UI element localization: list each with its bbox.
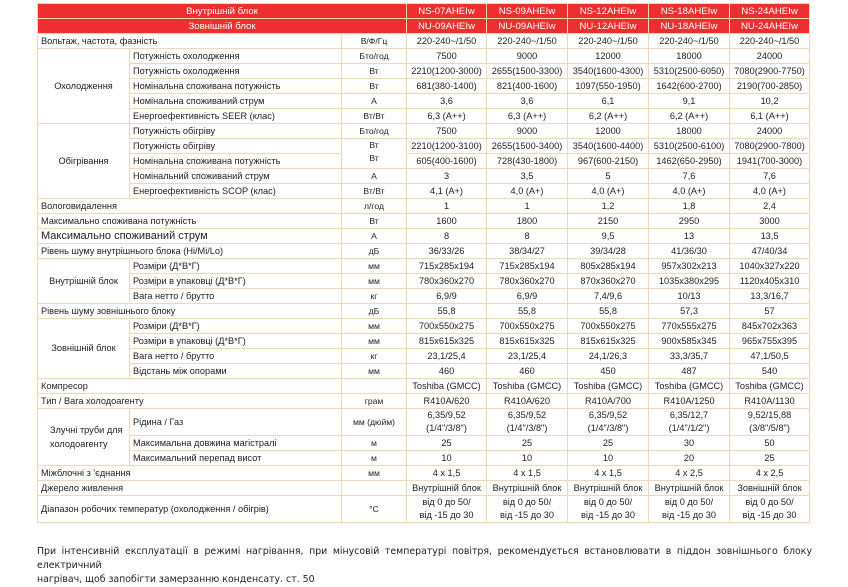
- value-cell: 450: [568, 364, 649, 379]
- unit-cell: Вт/Вт: [342, 184, 407, 199]
- unit-cell: Бто/год: [342, 49, 407, 64]
- spec-row-cool_btu: [38, 49, 810, 64]
- group-label: Внутрішній блок: [38, 259, 130, 304]
- value-cell: 2655(1500-3300): [487, 64, 568, 79]
- value-cell: 2950: [649, 214, 730, 229]
- value-cell: 57,3: [649, 304, 730, 319]
- value-cell: 23,1/25,4: [407, 349, 487, 364]
- model-name: NS-09AHEIw: [487, 4, 568, 19]
- value-cell: 13,5: [730, 229, 810, 244]
- value-cell: 870x360x270: [568, 274, 649, 289]
- spec-row-cool_current: [38, 94, 810, 109]
- value-cell: 4,0 (A+): [487, 184, 568, 199]
- unit-cell: мм: [342, 466, 407, 481]
- unit-line-1: Вт: [369, 140, 379, 150]
- value-line-2: від -15 до 30: [500, 510, 554, 520]
- value-cell: [487, 409, 568, 436]
- row-label: Номінальний споживаний струм: [130, 169, 342, 184]
- spec-row-heat_power: [38, 154, 810, 169]
- value-cell: 540: [730, 364, 810, 379]
- row-label: Міжблочні з 'єднання: [38, 466, 342, 481]
- row-label: Джерело живлення: [38, 481, 342, 496]
- value-cell: 8: [407, 229, 487, 244]
- value-line-1: від 0 до 50/: [583, 497, 633, 507]
- value-cell: 5310(2500-6100): [649, 139, 730, 154]
- unit-cell: грам: [342, 394, 407, 409]
- value-cell: 900x585x345: [649, 334, 730, 349]
- unit-cell: л/год: [342, 199, 407, 214]
- unit-cell: Вт/Вт: [342, 109, 407, 124]
- row-label: Розміри в упаковці (Д*В*Г): [130, 274, 342, 289]
- value-cell: Toshiba (GMCC): [568, 379, 649, 394]
- unit-cell: дБ: [342, 304, 407, 319]
- row-label: Тип / Вага холодоагенту: [38, 394, 342, 409]
- value-line-2: від -15 до 30: [419, 510, 474, 520]
- value-cell: 460: [487, 364, 568, 379]
- row-label: Потужність обігріву: [130, 124, 342, 139]
- value-cell: 3: [407, 169, 487, 184]
- spec-row-seer: [38, 109, 810, 124]
- value-cell: 7,4/9,6: [568, 289, 649, 304]
- value-cell: 57: [730, 304, 810, 319]
- value-cell: 220-240~/1/50: [487, 34, 568, 49]
- value-cell: 55,8: [568, 304, 649, 319]
- value-cell: 1941(700-3000): [730, 154, 810, 169]
- row-label: Максимальна довжина магістралі: [130, 436, 342, 451]
- value-cell: 7080(2900-7750): [730, 64, 810, 79]
- row-label: Рівень шуму зовнішнього блоку: [38, 304, 342, 319]
- value-cell: 7,6: [649, 169, 730, 184]
- value-cell: 9000: [487, 49, 568, 64]
- value-cell: 1800: [487, 214, 568, 229]
- model-name: NU-12AHEIw: [568, 19, 649, 34]
- value-cell: 18000: [649, 49, 730, 64]
- unit-cell: мм: [342, 364, 407, 379]
- value-cell: 1: [487, 199, 568, 214]
- row-label: Вага нетто / брутто: [130, 349, 342, 364]
- value-cell: 25: [730, 451, 810, 466]
- unit-cell: мм: [342, 274, 407, 289]
- value-cell: 1462(650-2950): [649, 154, 730, 169]
- value-cell: 9,5: [568, 229, 649, 244]
- row-label: Потужність обігріву: [130, 139, 342, 154]
- row-label: Енергоефективність SEER (клас): [130, 109, 342, 124]
- spec-row-temp_range: [38, 496, 810, 523]
- value-cell: 3540(1600-4300): [568, 64, 649, 79]
- value-cell: [730, 409, 810, 436]
- value-cell: 5: [568, 169, 649, 184]
- value-line-2: (1/4"/3/8"): [587, 423, 629, 433]
- value-cell: 3,6: [487, 94, 568, 109]
- row-label: Номінальна споживана потужність: [130, 79, 342, 94]
- value-cell: Toshiba (GMCC): [487, 379, 568, 394]
- unit-cell: мм: [342, 319, 407, 334]
- value-cell: R410A/700: [568, 394, 649, 409]
- value-cell: 715x285x194: [407, 259, 487, 274]
- value-cell: R410A/1250: [649, 394, 730, 409]
- indoor-models-row: [38, 4, 810, 19]
- value-cell: 605(400-1600): [407, 154, 487, 169]
- value-cell: 25: [487, 436, 568, 451]
- spec-row-noise_in: [38, 244, 810, 259]
- value-cell: 47,1/50,5: [730, 349, 810, 364]
- row-label: Діапазон робочих температур (охолодження / обігрів): [38, 496, 342, 523]
- value-cell: Внутрішній блок: [649, 481, 730, 496]
- unit-cell: А: [342, 94, 407, 109]
- unit-cell: кг: [342, 289, 407, 304]
- value-cell: 715x285x194: [487, 259, 568, 274]
- header-label: Зовнішній блок: [38, 19, 407, 34]
- spec-row-cool_power: [38, 79, 810, 94]
- value-cell: 700x550x275: [568, 319, 649, 334]
- model-name: NS-24AHEIw: [730, 4, 810, 19]
- value-cell: 8: [487, 229, 568, 244]
- value-cell: [568, 409, 649, 436]
- value-cell: 6,3 (A++): [487, 109, 568, 124]
- spec-row-out_pack: [38, 334, 810, 349]
- value-cell: 7,6: [730, 169, 810, 184]
- value-cell: [649, 409, 730, 436]
- spec-row-heat_w: [38, 139, 810, 154]
- row-label: Рідина / Газ: [130, 409, 342, 436]
- value-line-2: (3/8"/5/8"): [749, 423, 790, 433]
- spec-row-in_weight: [38, 289, 810, 304]
- spec-row-out_weight: [38, 349, 810, 364]
- row-label: Потужність охолодження: [130, 64, 342, 79]
- spec-row-in_dim: [38, 259, 810, 274]
- value-cell: 6,2 (A++): [649, 109, 730, 124]
- value-cell: 18000: [649, 124, 730, 139]
- value-cell: 780x360x270: [487, 274, 568, 289]
- value-cell: 220-240~/1/50: [730, 34, 810, 49]
- row-label: Вольтаж, частота, фазність: [38, 34, 342, 49]
- unit-cell: °C: [342, 496, 407, 523]
- value-cell: 13,3/16,7: [730, 289, 810, 304]
- model-name: NS-18AHEIw: [649, 4, 730, 19]
- row-label: Відстань між опорами: [130, 364, 342, 379]
- unit-cell: Вт: [342, 64, 407, 79]
- spec-row-dehum: [38, 199, 810, 214]
- value-line-1: 6,35/9,52: [588, 410, 628, 420]
- value-line-1: від 0 до 50/: [422, 497, 471, 507]
- footnote: [37, 545, 812, 587]
- value-cell: 965x755x395: [730, 334, 810, 349]
- value-cell: [407, 496, 487, 523]
- model-name: NU-09AHEIw: [487, 19, 568, 34]
- value-cell: 50: [730, 436, 810, 451]
- group-label: Обігрівання: [38, 124, 130, 199]
- unit-cell: [342, 139, 407, 169]
- value-cell: 4,1 (A+): [407, 184, 487, 199]
- value-cell: R410A/1130: [730, 394, 810, 409]
- unit-cell: Бто/год: [342, 124, 407, 139]
- value-cell: 47/40/34: [730, 244, 810, 259]
- spec-row-heat_current: [38, 169, 810, 184]
- row-label: Потужність охолодження: [130, 49, 342, 64]
- value-cell: Toshiba (GMCC): [649, 379, 730, 394]
- value-cell: 1040x327x220: [730, 259, 810, 274]
- value-cell: [649, 496, 730, 523]
- value-cell: [730, 496, 810, 523]
- value-cell: 681(380-1400): [407, 79, 487, 94]
- value-cell: 220-240~/1/50: [568, 34, 649, 49]
- spec-row-in_pack: [38, 274, 810, 289]
- value-cell: 815x615x325: [568, 334, 649, 349]
- spec-row-power_source: [38, 481, 810, 496]
- value-cell: 41/36/30: [649, 244, 730, 259]
- unit-cell: мм: [342, 334, 407, 349]
- value-cell: Внутрішній блок: [407, 481, 487, 496]
- value-line-2: (1/4"/3/8"): [506, 423, 548, 433]
- value-cell: 2210(1200-3000): [407, 64, 487, 79]
- spec-row-compressor: [38, 379, 810, 394]
- row-label: Розміри в упаковці (Д*В*Г): [130, 334, 342, 349]
- value-cell: 2150: [568, 214, 649, 229]
- spec-row-voltage: [38, 34, 810, 49]
- value-cell: 36/33/26: [407, 244, 487, 259]
- spec-row-out_dim: [38, 319, 810, 334]
- value-cell: 30: [649, 436, 730, 451]
- value-cell: 700x550x275: [487, 319, 568, 334]
- value-cell: 12000: [568, 49, 649, 64]
- spec-row-heat_btu: [38, 124, 810, 139]
- value-cell: 728(430-1800): [487, 154, 568, 169]
- value-cell: 2,4: [730, 199, 810, 214]
- value-cell: 487: [649, 364, 730, 379]
- unit-cell: мм: [342, 259, 407, 274]
- value-cell: 6,9/9: [487, 289, 568, 304]
- value-cell: 4 x 2,5: [730, 466, 810, 481]
- value-cell: Внутрішній блок: [487, 481, 568, 496]
- value-cell: 10: [568, 451, 649, 466]
- row-label: Номінальна споживаний струм: [130, 94, 342, 109]
- value-cell: 957x302x213: [649, 259, 730, 274]
- value-cell: 39/34/28: [568, 244, 649, 259]
- value-cell: 9,1: [649, 94, 730, 109]
- header-label: Внутрішній блок: [38, 4, 407, 19]
- value-cell: 2210(1200-3100): [407, 139, 487, 154]
- value-cell: 4,0 (A+): [568, 184, 649, 199]
- value-line-1: від 0 до 50/: [664, 497, 714, 507]
- value-line-2: (1/4"/3/8"): [426, 423, 467, 433]
- unit-cell: В/Ф/Гц: [342, 34, 407, 49]
- value-cell: 3,5: [487, 169, 568, 184]
- value-cell: 4 x 2,5: [649, 466, 730, 481]
- value-cell: 6,2 (A++): [568, 109, 649, 124]
- row-label: Розміри (Д*В*Г): [130, 259, 342, 274]
- group-label: Зовнішній блок: [38, 319, 130, 379]
- unit-cell: [342, 379, 407, 394]
- value-cell: R410A/620: [407, 394, 487, 409]
- value-cell: 1642(600-2700): [649, 79, 730, 94]
- value-cell: 12000: [568, 124, 649, 139]
- value-cell: 6,9/9: [407, 289, 487, 304]
- model-name: NS-12AHEIw: [568, 4, 649, 19]
- row-label: Максимально споживаний струм: [38, 229, 342, 244]
- row-label: Максимальний перепад висот: [130, 451, 342, 466]
- unit-cell: мм (дюйм): [342, 409, 407, 436]
- value-line-1: 6,35/9,52: [507, 410, 547, 420]
- value-cell: Зовнішній блок: [730, 481, 810, 496]
- spec-row-noise_out: [38, 304, 810, 319]
- value-cell: 780x360x270: [407, 274, 487, 289]
- value-cell: 967(600-2150): [568, 154, 649, 169]
- value-cell: 6,1 (A++): [730, 109, 810, 124]
- value-cell: 3540(1600-4400): [568, 139, 649, 154]
- value-cell: 10: [487, 451, 568, 466]
- unit-cell: Вт: [342, 214, 407, 229]
- value-cell: [487, 496, 568, 523]
- value-cell: 5310(2500-6050): [649, 64, 730, 79]
- value-cell: 6,3 (A++): [407, 109, 487, 124]
- value-cell: 9000: [487, 124, 568, 139]
- unit-cell: [342, 481, 407, 496]
- spec-row-pipe_len: [38, 436, 810, 451]
- value-cell: 4 x 1,5: [487, 466, 568, 481]
- value-cell: 24,1/26,3: [568, 349, 649, 364]
- spec-row-interconnect: [38, 466, 810, 481]
- group-label: Охолодження: [38, 49, 130, 124]
- value-cell: 7500: [407, 49, 487, 64]
- value-cell: 33,3/35,7: [649, 349, 730, 364]
- value-cell: 4 x 1,5: [407, 466, 487, 481]
- value-cell: 10,2: [730, 94, 810, 109]
- value-cell: 38/34/27: [487, 244, 568, 259]
- value-cell: 7080(2900-7800): [730, 139, 810, 154]
- value-cell: 1600: [407, 214, 487, 229]
- model-name: NU-18AHEIw: [649, 19, 730, 34]
- value-cell: 24000: [730, 49, 810, 64]
- spec-table: [37, 3, 810, 523]
- unit-cell: м: [342, 436, 407, 451]
- spec-row-pipe_height: [38, 451, 810, 466]
- value-cell: 3,6: [407, 94, 487, 109]
- row-label: Максимально споживана потужність: [38, 214, 342, 229]
- value-cell: [407, 409, 487, 436]
- unit-line-2: Вт: [369, 153, 379, 163]
- value-cell: 460: [407, 364, 487, 379]
- row-label: Енергоефективність SCOP (клас): [130, 184, 342, 199]
- value-cell: 20: [649, 451, 730, 466]
- model-name: NU-24AHEIw: [730, 19, 810, 34]
- spec-row-cool_w: [38, 64, 810, 79]
- value-cell: 770x555x275: [649, 319, 730, 334]
- value-cell: 815x615x325: [487, 334, 568, 349]
- value-cell: 2190(700-2850): [730, 79, 810, 94]
- spec-row-refrigerant: [38, 394, 810, 409]
- value-cell: 1097(550-1950): [568, 79, 649, 94]
- value-line-1: 9,52/15,88: [747, 410, 792, 420]
- value-cell: 815x615x325: [407, 334, 487, 349]
- footnote-line-2: нагрівач, щоб запобігти замерзанню конденсату. ст. 50: [37, 574, 315, 585]
- value-cell: 3000: [730, 214, 810, 229]
- value-cell: Toshiba (GMCC): [730, 379, 810, 394]
- value-cell: [568, 496, 649, 523]
- row-label: Розміри (Д*В*Г): [130, 319, 342, 334]
- value-line-2: від -15 до 30: [581, 510, 635, 520]
- value-cell: 1120x405x310: [730, 274, 810, 289]
- spec-row-out_feet: [38, 364, 810, 379]
- unit-cell: А: [342, 169, 407, 184]
- model-name: NS-07AHEIw: [407, 4, 487, 19]
- value-cell: 25: [407, 436, 487, 451]
- unit-cell: дБ: [342, 244, 407, 259]
- unit-cell: кг: [342, 349, 407, 364]
- value-cell: 845x702x363: [730, 319, 810, 334]
- group-label: Злучні труби для холодоагенту: [38, 409, 130, 466]
- value-cell: 220-240~/1/50: [649, 34, 730, 49]
- row-label: Номінальна споживана потужність: [130, 154, 342, 169]
- value-cell: 23,1/25,4: [487, 349, 568, 364]
- value-cell: 4,0 (A+): [730, 184, 810, 199]
- value-cell: Toshiba (GMCC): [407, 379, 487, 394]
- value-line-2: від -15 до 30: [662, 510, 716, 520]
- model-name: NU-09AHEIw: [407, 19, 487, 34]
- unit-cell: Вт: [342, 79, 407, 94]
- value-cell: Внутрішній блок: [568, 481, 649, 496]
- value-line-1: 6,35/9,52: [427, 410, 466, 420]
- value-line-1: 6,35/12,7: [669, 410, 709, 420]
- outdoor-models-row: [38, 19, 810, 34]
- row-label: Компресор: [38, 379, 342, 394]
- unit-cell: А: [342, 229, 407, 244]
- value-line-1: від 0 до 50/: [502, 497, 552, 507]
- spec-row-max_power: [38, 214, 810, 229]
- value-cell: 821(400-1600): [487, 79, 568, 94]
- footnote-line-1: При інтенсивній експлуатації в режимі нагрівання, при мінусовій температурі повітря, рекомендується встановлювати в піддон зовнішнього блоку електричний: [37, 546, 812, 571]
- value-cell: 805x285x194: [568, 259, 649, 274]
- value-line-1: від 0 до 50/: [745, 497, 794, 507]
- value-line-2: від -15 до 30: [742, 510, 797, 520]
- spec-row-max_current: [38, 229, 810, 244]
- value-cell: 10: [407, 451, 487, 466]
- value-cell: R410A/620: [487, 394, 568, 409]
- value-cell: 6,1: [568, 94, 649, 109]
- value-cell: 7500: [407, 124, 487, 139]
- value-cell: 4 x 1,5: [568, 466, 649, 481]
- row-label: Вологовидалення: [38, 199, 342, 214]
- value-line-2: (1/4"/1/2"): [668, 423, 710, 433]
- unit-cell: м: [342, 451, 407, 466]
- spec-row-pipe_size: [38, 409, 810, 436]
- value-cell: 1: [407, 199, 487, 214]
- value-cell: 13: [649, 229, 730, 244]
- value-cell: 1,2: [568, 199, 649, 214]
- spec-row-scop: [38, 184, 810, 199]
- value-cell: 55,8: [407, 304, 487, 319]
- row-label: Вага нетто / брутто: [130, 289, 342, 304]
- value-cell: 700x550x275: [407, 319, 487, 334]
- value-cell: 10/13: [649, 289, 730, 304]
- row-label: Рівень шуму внутрішнього блока (Hi/Mi/Lo): [38, 244, 342, 259]
- value-cell: 2655(1500-3400): [487, 139, 568, 154]
- value-cell: 1035x380x295: [649, 274, 730, 289]
- value-cell: 55,8: [487, 304, 568, 319]
- value-cell: 24000: [730, 124, 810, 139]
- value-cell: 25: [568, 436, 649, 451]
- value-cell: 4,0 (A+): [649, 184, 730, 199]
- value-cell: 220-240~/1/50: [407, 34, 487, 49]
- value-cell: 1,8: [649, 199, 730, 214]
